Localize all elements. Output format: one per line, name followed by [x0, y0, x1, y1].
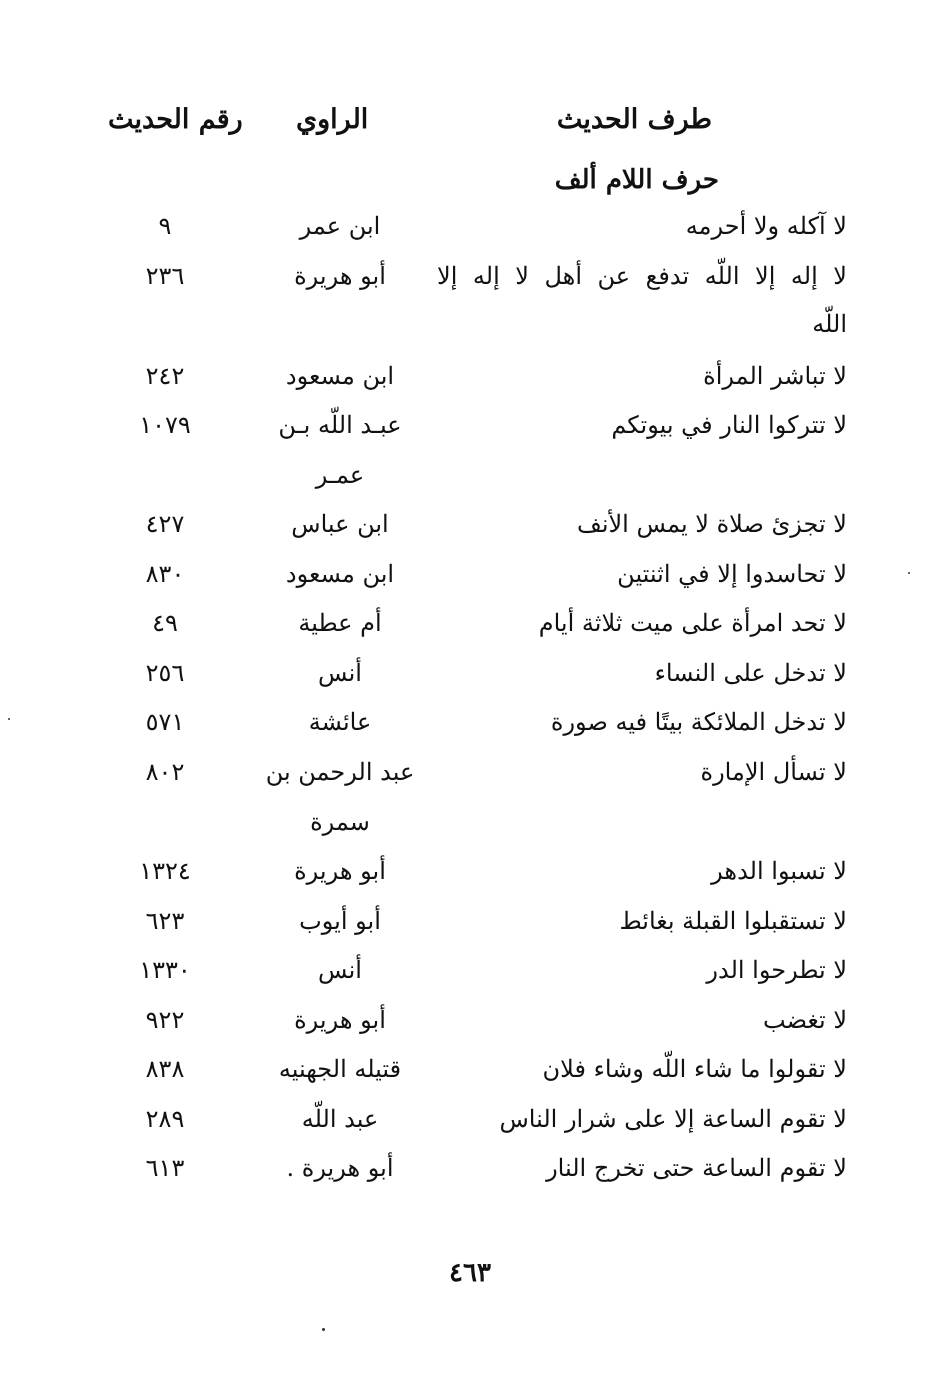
- hadith-number: ١٣٢٤: [139, 857, 191, 885]
- table-row: [0, 212, 937, 246]
- hadith-number: ٢٤٢: [145, 362, 185, 390]
- narrator-continuation: سمرة: [310, 808, 370, 836]
- narrator: ابن عمر: [299, 212, 381, 240]
- table-row: [0, 956, 937, 990]
- hadith-text: لا تجزئ صلاة لا يمس الأنف: [576, 510, 847, 538]
- header-hadith-number: رقم الحديث: [108, 104, 243, 135]
- narrator: أم عطية: [298, 609, 382, 637]
- narrator: أنس: [318, 659, 362, 687]
- hadith-text: لا تدخل الملائكة بيتًا فيه صورة: [550, 708, 847, 736]
- hadith-text: لا تقوم الساعة حتى تخرج النار: [546, 1154, 847, 1182]
- hadith-text-continuation: اللّه: [812, 310, 847, 338]
- hadith-number: ٤٩: [152, 609, 178, 637]
- hadith-text: لا تقوم الساعة إلا على شرار الناس: [499, 1105, 847, 1133]
- hadith-text: لا تسأل الإمارة: [700, 758, 847, 786]
- narrator: أبو هريرة: [294, 1006, 386, 1034]
- hadith-number: ٤٢٧: [145, 510, 185, 538]
- narrator: عبـد اللّه بـن: [278, 411, 402, 439]
- hadith-number: ٩: [158, 212, 172, 240]
- narrator: أبو هريرة: [294, 262, 386, 290]
- hadith-text: لا إله إلا اللّه تدفع عن أهل لا إله إلا: [437, 262, 847, 290]
- table-row: [0, 609, 937, 643]
- header-hadith-beginning: طرف الحديث: [556, 104, 712, 135]
- table-row: [0, 411, 937, 445]
- table-row: [0, 510, 937, 544]
- hadith-text: لا تطرحوا الدر: [706, 956, 847, 984]
- narrator: قتيله الجهنيه: [278, 1055, 402, 1083]
- hadith-number: ٢٥٦: [145, 659, 185, 687]
- hadith-number: ٨٠٢: [145, 758, 185, 786]
- hadith-number: ٦٢٣: [145, 907, 185, 935]
- table-row: [0, 362, 937, 396]
- hadith-number: ٢٣٦: [145, 262, 185, 290]
- table-row: [0, 560, 937, 594]
- hadith-text: لا تحاسدوا إلا في اثنتين: [617, 560, 847, 588]
- hadith-number: ١٣٣٠: [139, 956, 191, 984]
- narrator: ابن عباس: [291, 510, 389, 538]
- table-row: [0, 1006, 937, 1040]
- hadith-number: ٥٧١: [145, 708, 185, 736]
- table-row: [0, 1105, 937, 1139]
- hadith-text: لا تغضب: [763, 1006, 847, 1034]
- narrator: أبو أيوب: [299, 907, 381, 935]
- section-heading: حرف اللام ألف: [554, 165, 719, 195]
- table-row: [0, 1154, 937, 1188]
- hadith-text: لا تباشر المرأة: [703, 362, 847, 390]
- narrator: عبد الرحمن بن: [265, 758, 415, 786]
- narrator: أبو هريرة: [294, 857, 386, 885]
- narrator-continuation: عمـر: [315, 461, 365, 489]
- hadith-text: لا تحد امرأة على ميت ثلاثة أيام: [538, 609, 847, 637]
- hadith-number: ٦١٣: [145, 1154, 185, 1182]
- hadith-text: لا تستقبلوا القبلة بغائط: [619, 907, 847, 935]
- table-row: [0, 708, 937, 742]
- hadith-number: ٨٣٠: [145, 560, 185, 588]
- hadith-text: لا تسبوا الدهر: [711, 857, 847, 885]
- scan-speck: [322, 1328, 325, 1331]
- scan-speck: [8, 718, 10, 720]
- narrator: عائشة: [308, 708, 372, 736]
- hadith-text: لا تدخل على النساء: [654, 659, 847, 687]
- scan-speck: [908, 572, 910, 574]
- narrator: أنس: [318, 956, 362, 984]
- table-row: [0, 907, 937, 941]
- narrator: ابن مسعود: [285, 560, 395, 588]
- table-row: [0, 758, 937, 792]
- hadith-number: ٩٢٢: [145, 1006, 185, 1034]
- narrator: أبو هريرة .: [286, 1154, 394, 1182]
- hadith-text: لا تتركوا النار في بيوتكم: [611, 411, 847, 439]
- hadith-number: ١٠٧٩: [139, 411, 191, 439]
- table-row: [0, 262, 937, 296]
- table-row: [0, 659, 937, 693]
- table-row: [0, 857, 937, 891]
- hadith-number: ٢٨٩: [145, 1105, 185, 1133]
- hadith-text: لا تقولوا ما شاء اللّه وشاء فلان: [542, 1055, 847, 1083]
- header-narrator: الراوي: [296, 104, 369, 135]
- hadith-number: ٨٣٨: [145, 1055, 185, 1083]
- hadith-text: لا آكله ولا أحرمه: [685, 212, 847, 240]
- page-number: ٤٦٣: [449, 1258, 491, 1288]
- narrator: عبد اللّه: [301, 1105, 379, 1133]
- narrator: ابن مسعود: [285, 362, 395, 390]
- table-row: [0, 1055, 937, 1089]
